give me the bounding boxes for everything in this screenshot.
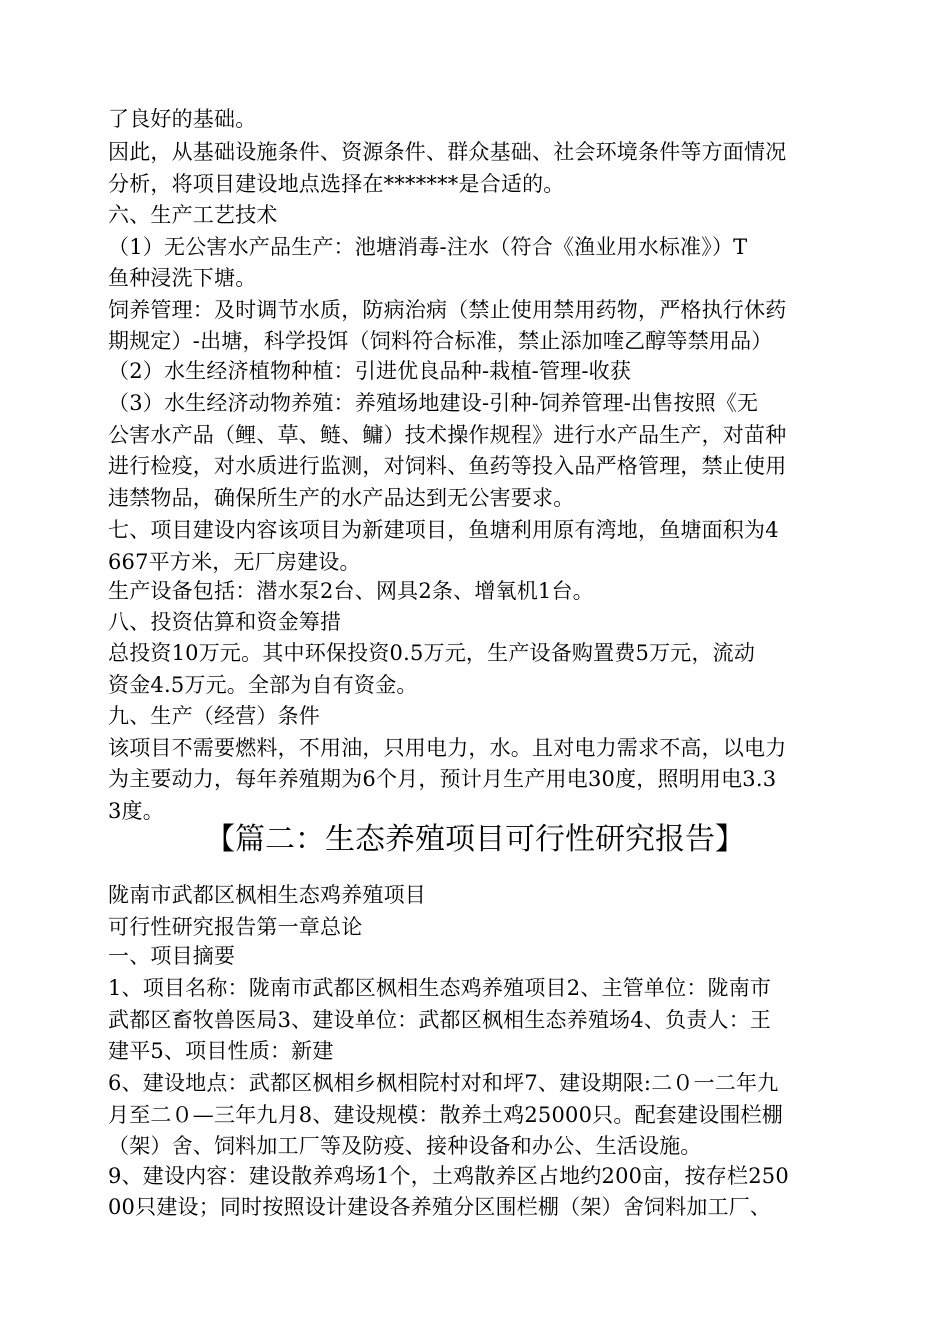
paragraph-line: 公害水产品（鲤、草、鲢、鳙）技术操作规程》进行水产品生产，对苗种 [108,423,787,447]
part-two-heading: 【篇二：生态养殖项目可行性研究报告】 [205,822,745,857]
section-heading: 一、项目摘要 [108,944,236,968]
paragraph-line: 总投资10万元。其中环保投资0.5万元，生产设备购置费5万元，流动 [108,641,756,665]
paragraph-line: 因此，从基础设施条件、资源条件、群众基础、社会环境条件等方面情况 [108,140,787,164]
paragraph-line: 建平5、项目性质：新建 [108,1039,334,1063]
paragraph-line: 可行性研究报告第一章总论 [108,915,363,939]
paragraph-line: 6、建设地点：武都区枫相乡枫相院村对和坪7、建设期限:二０一二年九 [108,1071,779,1095]
paragraph-line: 期规定）-出塘，科学投饵（饲料符合标准，禁止添加喹乙醇等禁用品） [108,329,773,353]
paragraph-line: （架）舍、饲料加工厂等及防疫、接种设备和办公、生活设施。 [108,1134,702,1158]
paragraph-line: 为主要动力，每年养殖期为6个月，预计月生产用电30度，照明用电3.3 [108,767,777,791]
paragraph-line: 陇南市武都区枫相生态鸡养殖项目 [108,883,426,907]
paragraph-line: 了良好的基础。 [108,107,257,131]
paragraph-line: 武都区畜牧兽医局3、建设单位：武都区枫相生态养殖场4、负责人：王 [108,1008,772,1032]
paragraph-line: （2）水生经济植物种植：引进优良品种-栽植-管理-收获 [108,359,632,383]
paragraph-line: 鱼种浸洗下塘。 [108,266,257,290]
paragraph-line: （3）水生经济动物养殖：养殖场地建设-引种-饲养管理-出售按照《无 [108,391,759,415]
paragraph-line: 00只建设；同时按照设计建设各养殖分区围栏棚（架）舍饲料加工厂、 [108,1195,772,1219]
paragraph-line: （1）无公害水产品生产：池塘消毒-注水（符合《渔业用水标准》）T [108,235,748,259]
section-heading: 七、项目建设内容该项目为新建项目，鱼塘利用原有湾地，鱼塘面积为4 [108,518,779,542]
paragraph-line: 该项目不需要燃料，不用油，只用电力，水。且对电力需求不高，以电力 [108,736,787,760]
paragraph-line: 生产设备包括：潜水泵2台、网具2条、增氧机1台。 [108,579,594,603]
paragraph-line: 9、建设内容：建设散养鸡场1个，土鸡散养区占地约200亩，按存栏250 [108,1164,789,1188]
section-heading: 九、生产（经营）条件 [108,704,320,728]
paragraph-line: 资金4.5万元。全部为自有资金。 [108,673,418,697]
section-heading: 八、投资估算和资金筹措 [108,610,342,634]
section-heading: 六、生产工艺技术 [108,203,278,227]
paragraph-line: 进行检疫，对水质进行监测，对饲料、鱼药等投入品严格管理，禁止使用 [108,454,787,478]
paragraph-line: 3度。 [108,799,164,823]
paragraph-line: 1、项目名称：陇南市武都区枫相生态鸡养殖项目2、主管单位：陇南市 [108,976,772,1000]
paragraph-line: 月至二０—三年九月8、建设规模：散养土鸡25000只。配套建设围栏棚 [108,1103,783,1127]
paragraph-line: 饲养管理：及时调节水质，防病治病（禁止使用禁用药物，严格执行休药 [108,298,787,322]
paragraph-line: 分析，将项目建设地点选择在*******是合适的。 [108,172,565,196]
paragraph-line: 667平方米，无厂房建设。 [108,550,361,574]
paragraph-line: 违禁物品，确保所生产的水产品达到无公害要求。 [108,486,575,510]
